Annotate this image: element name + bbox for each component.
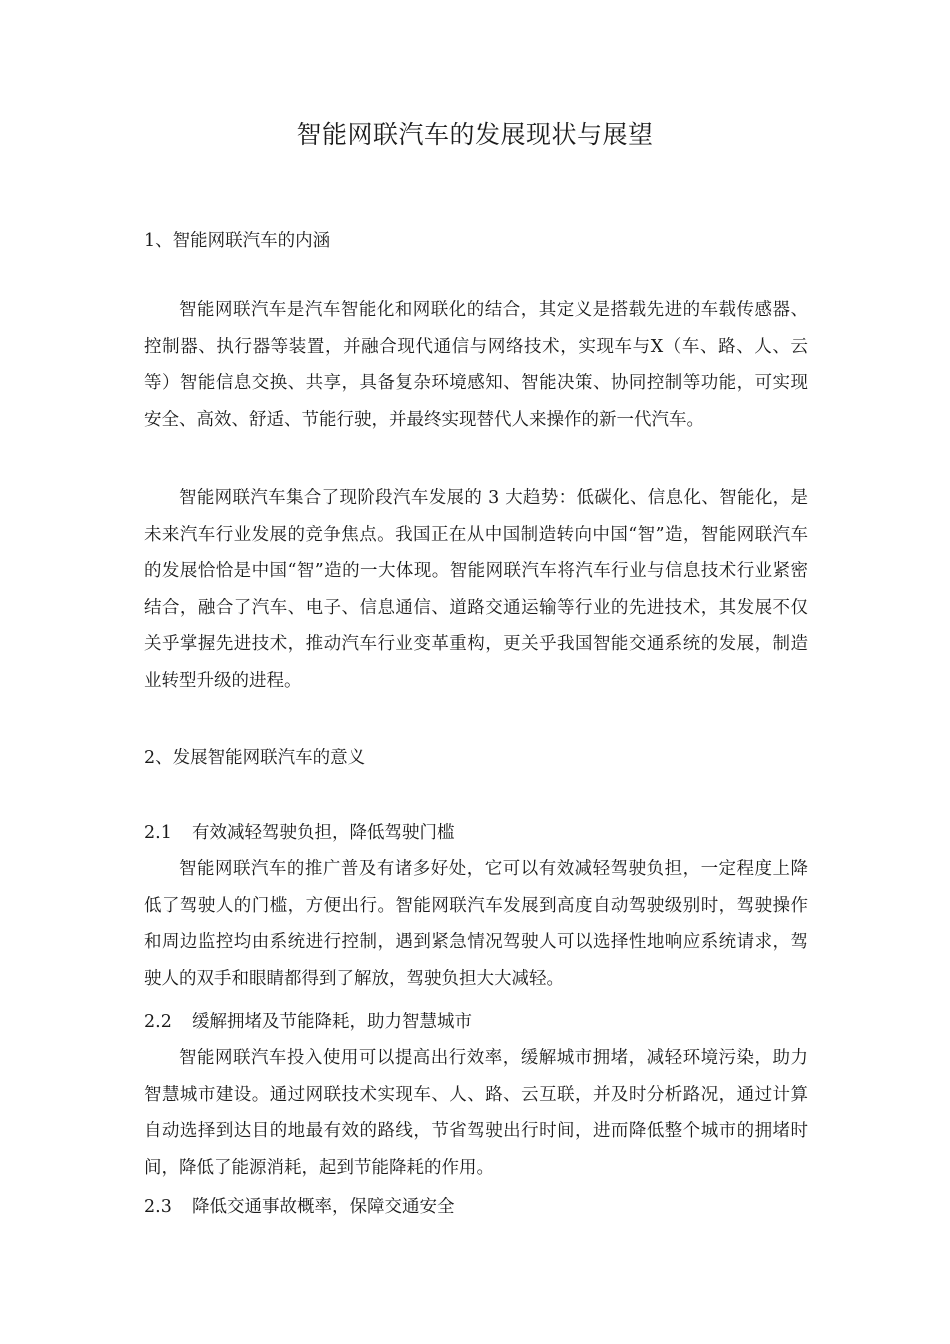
section-1-paragraph-1: 智能网联汽车是汽车智能化和网联化的结合，其定义是搭载先进的车载传感器、控制器、执行器等装置，并融合现代通信与网络技术，实现车与X（车、路、人、云等）智能信息交换、共享，具备复杂环境感知、智能决策、协同控制等功能，可实现安全、高效、舒适、节能行驶，并最终实现替代人来操作的新一代汽车。 [144, 300, 808, 430]
subsection-title: 有效减轻驾驶负担，降低驾驶门槛 [192, 823, 455, 843]
section-1-heading: 1、智能网联汽车的内涵 [144, 231, 331, 251]
subsection-2-1-heading [144, 819, 455, 847]
document-title: 智能网联汽车的发展现状与展望 [296, 120, 654, 149]
subsection-2-1-paragraph: 智能网联汽车的推广普及有诸多好处，它可以有效减轻驾驶负担，一定程度上降低了驾驶人的门槛，方便出行。智能网联汽车发展到高度自动驾驶级别时，驾驶操作和周边监控均由系统进行控制，遇到紧急情况驾驶人可以选择性地响应系统请求，驾驶人的双手和眼睛都得到了解放，驾驶负担大大减轻。 [144, 859, 808, 989]
subsection-number: 2.2 [144, 1012, 172, 1032]
subsection-number: 2.1 [144, 823, 172, 843]
subsection-2-2-paragraph: 智能网联汽车投入使用可以提高出行效率，缓解城市拥堵，减轻环境污染，助力智慧城市建设。通过网联技术实现车、人、路、云互联，并及时分析路况，通过计算自动选择到达目的地最有效的路线，节省驾驶出行时间，进而降低整个城市的拥堵时间，降低了能源消耗，起到节能降耗的作用。 [144, 1048, 808, 1178]
subsection-2-3-heading [144, 1193, 455, 1221]
subsection-title: 降低交通事故概率，保障交通安全 [192, 1197, 455, 1217]
subsection-2-2-heading [144, 1008, 472, 1036]
section-2-heading: 2、发展智能网联汽车的意义 [144, 748, 366, 768]
subsection-number: 2.3 [144, 1197, 172, 1217]
section-1-paragraph-2: 智能网联汽车集合了现阶段汽车发展的 3 大趋势：低碳化、信息化、智能化，是未来汽车行业发展的竞争焦点。我国正在从中国制造转向中国“智”造，智能网联汽车的发展恰恰是中国“智”造的一大体现。智能网联汽车将汽车行业与信息技术行业紧密结合，融合了汽车、电子、信息通信、道路交通运输等行业的先进技术，其发展不仅关乎掌握先进技术，推动汽车行业变革重构，更关乎我国智能交通系统的发展，制造业转型升级的进程。 [144, 488, 808, 691]
subsection-title: 缓解拥堵及节能降耗，助力智慧城市 [192, 1012, 472, 1032]
